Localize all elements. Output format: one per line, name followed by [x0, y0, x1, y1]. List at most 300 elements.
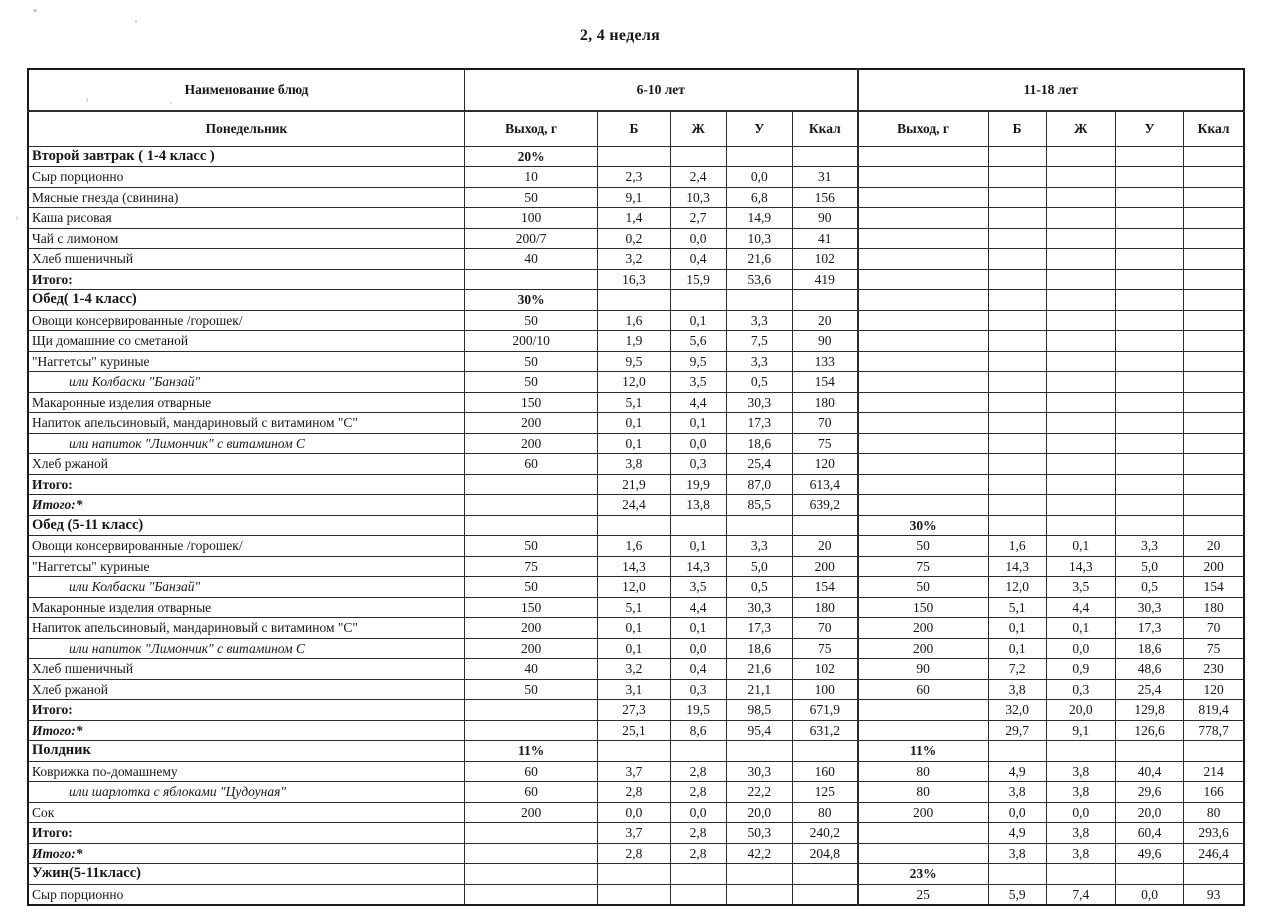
value-cell [858, 700, 988, 721]
value-cell: 200 [858, 618, 988, 639]
value-cell [1046, 208, 1115, 229]
value-cell: 4,4 [1046, 597, 1115, 618]
value-cell: 2,4 [670, 167, 726, 188]
value-cell [1115, 146, 1183, 167]
value-cell [858, 228, 988, 249]
value-cell: 30% [858, 515, 988, 536]
table-row [28, 659, 1244, 680]
value-cell [1184, 331, 1244, 352]
dish-name: или Колбаски "Банзай" [28, 577, 464, 598]
value-cell: 23% [858, 864, 988, 885]
value-cell: 2,8 [670, 782, 726, 803]
value-cell: 204,8 [792, 843, 857, 864]
value-cell: 30,3 [1115, 597, 1183, 618]
value-cell: 25,4 [1115, 679, 1183, 700]
value-cell: 3,8 [598, 454, 670, 475]
dish-name: Хлеб пшеничный [28, 659, 464, 680]
table-row [28, 249, 1244, 270]
value-cell: 98,5 [726, 700, 792, 721]
value-cell: 90 [858, 659, 988, 680]
value-cell [858, 823, 988, 844]
value-cell: 50 [464, 536, 597, 557]
dish-name: Макаронные изделия отварные [28, 392, 464, 413]
value-cell: 150 [464, 597, 597, 618]
value-cell: 6,8 [726, 187, 792, 208]
value-cell [858, 187, 988, 208]
value-cell [726, 290, 792, 311]
value-cell: 200 [1184, 556, 1244, 577]
value-cell: 2,8 [670, 843, 726, 864]
value-cell: 50 [464, 679, 597, 700]
value-cell: 5,1 [598, 597, 670, 618]
value-cell [1184, 864, 1244, 885]
value-cell: 60,4 [1115, 823, 1183, 844]
value-cell [1184, 146, 1244, 167]
dish-name: Напиток апельсиновый, мандариновый с витамином "С" [28, 618, 464, 639]
value-cell: 11% [858, 741, 988, 762]
value-cell [988, 290, 1046, 311]
value-cell: 3,2 [598, 249, 670, 270]
value-cell: 0,3 [1046, 679, 1115, 700]
value-cell: 3,7 [598, 761, 670, 782]
value-cell [1115, 290, 1183, 311]
value-cell: 3,8 [988, 679, 1046, 700]
value-cell: 3,3 [726, 536, 792, 557]
value-cell [1115, 413, 1183, 434]
dish-name: Итого: [28, 474, 464, 495]
subcol-b-1: Б [598, 111, 670, 146]
value-cell [726, 884, 792, 905]
value-cell: 0,1 [988, 638, 1046, 659]
value-cell: 7,5 [726, 331, 792, 352]
value-cell: 40,4 [1115, 761, 1183, 782]
table-row [28, 802, 1244, 823]
value-cell: 9,5 [670, 351, 726, 372]
dishes-column-header: Наименование блюд [28, 69, 464, 111]
value-cell [1115, 351, 1183, 372]
value-cell [464, 269, 597, 290]
value-cell: 3,3 [726, 310, 792, 331]
value-cell: 60 [464, 454, 597, 475]
value-cell: 18,6 [726, 433, 792, 454]
value-cell [988, 310, 1046, 331]
value-cell [670, 741, 726, 762]
value-cell: 9,1 [1046, 720, 1115, 741]
dish-name: Полдник [28, 741, 464, 762]
value-cell [792, 290, 857, 311]
dish-name: Макаронные изделия отварные [28, 597, 464, 618]
value-cell [1184, 310, 1244, 331]
value-cell: 0,5 [726, 372, 792, 393]
dish-name: Итого: [28, 823, 464, 844]
value-cell [1184, 269, 1244, 290]
value-cell: 3,8 [1046, 823, 1115, 844]
menu-table-body [28, 146, 1244, 905]
value-cell: 0,1 [1046, 618, 1115, 639]
value-cell: 100 [464, 208, 597, 229]
value-cell: 75 [792, 433, 857, 454]
value-cell: 10,3 [670, 187, 726, 208]
table-row [28, 638, 1244, 659]
value-cell: 200 [464, 802, 597, 823]
dish-name: Хлеб ржаной [28, 679, 464, 700]
value-cell [1184, 167, 1244, 188]
value-cell: 12,0 [598, 372, 670, 393]
value-cell: 75 [792, 638, 857, 659]
value-cell: 0,0 [670, 228, 726, 249]
table-row [28, 515, 1244, 536]
value-cell: 3,1 [598, 679, 670, 700]
dish-name: Итого: [28, 269, 464, 290]
value-cell: 90 [792, 331, 857, 352]
table-row [28, 269, 1244, 290]
value-cell: 3,8 [1046, 843, 1115, 864]
value-cell: 180 [792, 597, 857, 618]
value-cell: 14,3 [988, 556, 1046, 577]
value-cell: 2,8 [670, 823, 726, 844]
value-cell: 120 [792, 454, 857, 475]
dish-name: Итого:* [28, 495, 464, 516]
value-cell: 42,2 [726, 843, 792, 864]
value-cell: 11% [464, 741, 597, 762]
table-row [28, 474, 1244, 495]
value-cell [858, 495, 988, 516]
dish-name: Овощи консервированные /горошек/ [28, 310, 464, 331]
value-cell: 3,5 [670, 577, 726, 598]
value-cell [1046, 515, 1115, 536]
table-row [28, 146, 1244, 167]
value-cell: 60 [464, 782, 597, 803]
dish-name: Второй завтрак ( 1-4 класс ) [28, 146, 464, 167]
table-row [28, 843, 1244, 864]
value-cell: 3,3 [1115, 536, 1183, 557]
value-cell: 12,0 [988, 577, 1046, 598]
table-row [28, 351, 1244, 372]
value-cell: 671,9 [792, 700, 857, 721]
table-row [28, 413, 1244, 434]
value-cell: 19,5 [670, 700, 726, 721]
value-cell: 0,3 [670, 679, 726, 700]
table-row [28, 556, 1244, 577]
subcol-kkal-2: Ккал [1184, 111, 1244, 146]
value-cell: 0,1 [988, 618, 1046, 639]
dish-name: Итого:* [28, 843, 464, 864]
value-cell: 50 [464, 351, 597, 372]
value-cell: 0,1 [670, 618, 726, 639]
table-row [28, 187, 1244, 208]
scan-speck [33, 9, 37, 12]
table-row [28, 884, 1244, 905]
value-cell: 3,2 [598, 659, 670, 680]
value-cell: 102 [792, 659, 857, 680]
dish-name: или Колбаски "Банзай" [28, 372, 464, 393]
value-cell: 129,8 [1115, 700, 1183, 721]
value-cell [1184, 413, 1244, 434]
value-cell [858, 392, 988, 413]
table-row [28, 228, 1244, 249]
value-cell: 0,0 [1115, 884, 1183, 905]
value-cell [1184, 474, 1244, 495]
value-cell: 3,7 [598, 823, 670, 844]
value-cell: 13,8 [670, 495, 726, 516]
value-cell: 200 [858, 638, 988, 659]
value-cell: 0,1 [598, 413, 670, 434]
value-cell: 0,0 [1046, 802, 1115, 823]
value-cell: 240,2 [792, 823, 857, 844]
value-cell: 85,5 [726, 495, 792, 516]
value-cell [598, 515, 670, 536]
value-cell [792, 515, 857, 536]
value-cell [1184, 249, 1244, 270]
table-row [28, 577, 1244, 598]
dish-name: Обед( 1-4 класс) [28, 290, 464, 311]
subcol-zh-2: Ж [1046, 111, 1115, 146]
value-cell: 1,6 [598, 536, 670, 557]
value-cell: 17,3 [1115, 618, 1183, 639]
value-cell: 4,9 [988, 823, 1046, 844]
value-cell [858, 843, 988, 864]
value-cell [464, 495, 597, 516]
value-cell [1184, 187, 1244, 208]
value-cell: 0,4 [670, 249, 726, 270]
value-cell: 27,3 [598, 700, 670, 721]
dish-name: Итого:* [28, 720, 464, 741]
age-group-6-10-header: 6-10 лет [464, 69, 857, 111]
dish-name: Чай с лимоном [28, 228, 464, 249]
value-cell [858, 208, 988, 229]
page-title: 2, 4 неделя [579, 27, 661, 44]
value-cell: 19,9 [670, 474, 726, 495]
value-cell [598, 741, 670, 762]
value-cell: 133 [792, 351, 857, 372]
value-cell: 50 [464, 372, 597, 393]
value-cell: 120 [1184, 679, 1244, 700]
scan-speck [135, 20, 137, 23]
value-cell [858, 372, 988, 393]
value-cell: 25,4 [726, 454, 792, 475]
value-cell [988, 515, 1046, 536]
value-cell: 613,4 [792, 474, 857, 495]
value-cell: 50 [464, 187, 597, 208]
subcol-u-2: У [1115, 111, 1183, 146]
table-row [28, 331, 1244, 352]
value-cell [1046, 228, 1115, 249]
value-cell: 180 [1184, 597, 1244, 618]
value-cell: 15,9 [670, 269, 726, 290]
value-cell: 21,9 [598, 474, 670, 495]
value-cell: 0,1 [598, 433, 670, 454]
dish-name: Обед (5-11 класс) [28, 515, 464, 536]
value-cell: 80 [1184, 802, 1244, 823]
value-cell: 48,6 [1115, 659, 1183, 680]
value-cell [1184, 372, 1244, 393]
scan-speck [16, 216, 18, 220]
value-cell [1184, 454, 1244, 475]
value-cell: 150 [464, 392, 597, 413]
value-cell: 3,8 [988, 843, 1046, 864]
table-row [28, 864, 1244, 885]
value-cell [1046, 187, 1115, 208]
value-cell [1115, 249, 1183, 270]
value-cell: 1,6 [598, 310, 670, 331]
value-cell: 2,8 [598, 782, 670, 803]
value-cell [1115, 515, 1183, 536]
table-row [28, 392, 1244, 413]
value-cell: 50,3 [726, 823, 792, 844]
value-cell: 631,2 [792, 720, 857, 741]
value-cell [598, 146, 670, 167]
table-row [28, 823, 1244, 844]
value-cell: 154 [792, 372, 857, 393]
value-cell [1115, 741, 1183, 762]
value-cell: 7,4 [1046, 884, 1115, 905]
value-cell [988, 249, 1046, 270]
value-cell [1046, 454, 1115, 475]
table-row [28, 372, 1244, 393]
value-cell [792, 884, 857, 905]
value-cell: 20,0 [1115, 802, 1183, 823]
value-cell: 200 [464, 413, 597, 434]
value-cell: 2,3 [598, 167, 670, 188]
table-row [28, 761, 1244, 782]
value-cell [792, 146, 857, 167]
value-cell [464, 700, 597, 721]
value-cell: 3,8 [1046, 761, 1115, 782]
value-cell [1184, 228, 1244, 249]
value-cell: 21,6 [726, 659, 792, 680]
value-cell [1184, 392, 1244, 413]
value-cell: 3,5 [670, 372, 726, 393]
value-cell: 246,4 [1184, 843, 1244, 864]
value-cell [670, 146, 726, 167]
value-cell: 9,5 [598, 351, 670, 372]
value-cell [858, 413, 988, 434]
value-cell [988, 392, 1046, 413]
value-cell [988, 351, 1046, 372]
table-row [28, 167, 1244, 188]
value-cell [1115, 372, 1183, 393]
value-cell: 639,2 [792, 495, 857, 516]
table-row [28, 741, 1244, 762]
header-row-subcols [28, 111, 1244, 146]
table-row [28, 454, 1244, 475]
table-row [28, 679, 1244, 700]
value-cell [988, 495, 1046, 516]
value-cell [1046, 495, 1115, 516]
value-cell: 7,2 [988, 659, 1046, 680]
value-cell [988, 208, 1046, 229]
value-cell [988, 454, 1046, 475]
value-cell: 0,0 [670, 433, 726, 454]
value-cell [670, 884, 726, 905]
value-cell [1046, 146, 1115, 167]
value-cell: 180 [792, 392, 857, 413]
value-cell [464, 864, 597, 885]
value-cell [858, 433, 988, 454]
value-cell: 60 [464, 761, 597, 782]
value-cell [988, 331, 1046, 352]
table-row [28, 433, 1244, 454]
value-cell: 0,5 [726, 577, 792, 598]
day-title: Понедельник [28, 111, 464, 146]
dish-name: Каша рисовая [28, 208, 464, 229]
value-cell [464, 474, 597, 495]
value-cell: 5,6 [670, 331, 726, 352]
value-cell: 20 [1184, 536, 1244, 557]
value-cell: 30,3 [726, 597, 792, 618]
value-cell: 50 [858, 536, 988, 557]
table-row [28, 597, 1244, 618]
value-cell [792, 864, 857, 885]
value-cell: 0,0 [1046, 638, 1115, 659]
value-cell: 9,1 [598, 187, 670, 208]
value-cell: 200 [464, 433, 597, 454]
value-cell [670, 864, 726, 885]
value-cell: 75 [1184, 638, 1244, 659]
value-cell: 21,6 [726, 249, 792, 270]
dish-name: Ужин(5-11класс) [28, 864, 464, 885]
value-cell: 5,1 [598, 392, 670, 413]
value-cell [1115, 331, 1183, 352]
value-cell: 14,3 [670, 556, 726, 577]
value-cell [726, 515, 792, 536]
value-cell [670, 290, 726, 311]
value-cell [988, 146, 1046, 167]
value-cell [464, 843, 597, 864]
value-cell: 75 [858, 556, 988, 577]
value-cell [988, 741, 1046, 762]
value-cell [792, 741, 857, 762]
value-cell: 4,4 [670, 392, 726, 413]
value-cell: 214 [1184, 761, 1244, 782]
table-row [28, 495, 1244, 516]
dish-name: Итого: [28, 700, 464, 721]
menu-table [27, 68, 1245, 906]
value-cell: 53,6 [726, 269, 792, 290]
value-cell: 778,7 [1184, 720, 1244, 741]
value-cell [1115, 228, 1183, 249]
value-cell [988, 433, 1046, 454]
subcol-b-2: Б [988, 111, 1046, 146]
value-cell [858, 290, 988, 311]
value-cell: 230 [1184, 659, 1244, 680]
value-cell [1046, 413, 1115, 434]
value-cell: 80 [792, 802, 857, 823]
dish-name: Напиток апельсиновый, мандариновый с витамином "С" [28, 413, 464, 434]
value-cell [598, 884, 670, 905]
table-row [28, 720, 1244, 741]
value-cell [858, 310, 988, 331]
value-cell: 4,9 [988, 761, 1046, 782]
value-cell [1115, 454, 1183, 475]
dish-name: или напиток "Лимончик" с витамином С [28, 433, 464, 454]
value-cell: 30% [464, 290, 597, 311]
value-cell [464, 515, 597, 536]
value-cell [464, 720, 597, 741]
value-cell: 12,0 [598, 577, 670, 598]
value-cell [988, 187, 1046, 208]
dish-name: или шарлотка с яблоками "Цудоуная" [28, 782, 464, 803]
dish-name: Мясные гнезда (свинина) [28, 187, 464, 208]
value-cell: 0,1 [670, 413, 726, 434]
value-cell: 0,0 [598, 802, 670, 823]
value-cell: 200 [464, 618, 597, 639]
value-cell: 2,7 [670, 208, 726, 229]
value-cell: 125 [792, 782, 857, 803]
table-row [28, 310, 1244, 331]
value-cell: 0,0 [670, 802, 726, 823]
value-cell [1184, 433, 1244, 454]
